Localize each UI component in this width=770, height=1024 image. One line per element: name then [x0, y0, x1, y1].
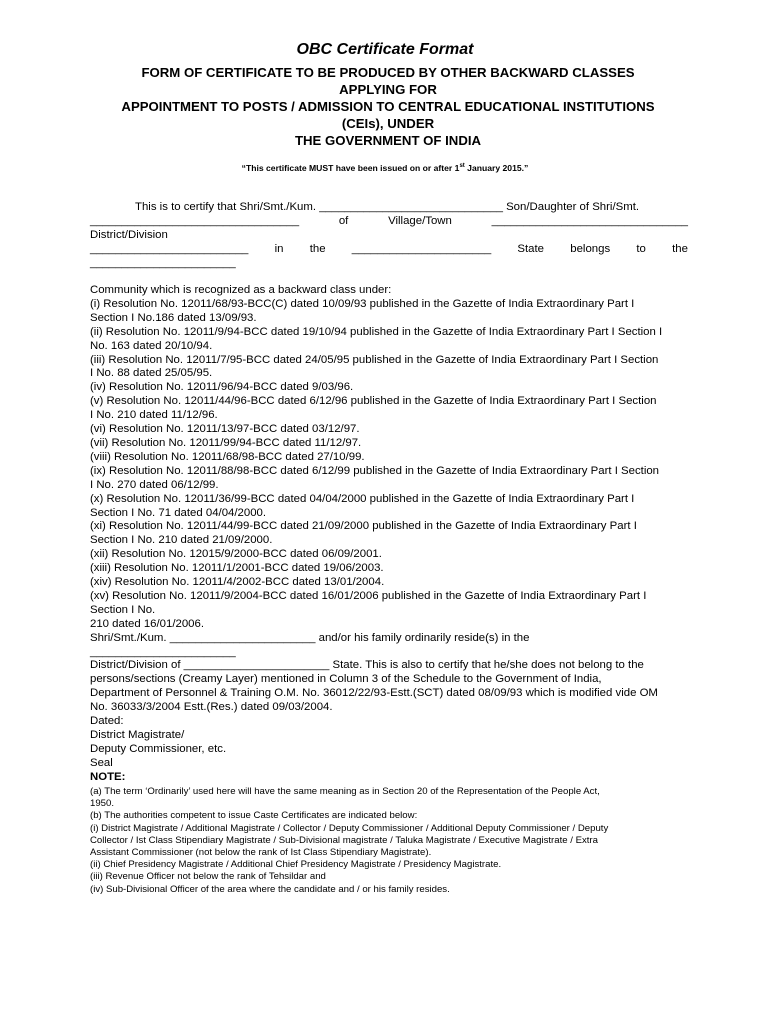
heading-line: (CEIs), UNDER: [341, 116, 435, 131]
heading-line: APPOINTMENT TO POSTS / ADMISSION TO CENTRAL EDUCATIONAL INSTITUTIONS: [121, 99, 655, 114]
note-line: (ii) Chief Presidency Magistrate / Additional Chief Presidency Magistrate / Presidency Magistrate.: [90, 859, 502, 871]
body-line: 210 dated 16/01/2006.: [90, 617, 205, 630]
certify-line-4: [90, 242, 688, 256]
note-line: Collector / Ist Class Stipendiary Magistrate / Sub-Divisional magistrate / Taluka Magistrate / Executive Magistrate / Extra: [90, 834, 598, 846]
heading-line: FORM OF CERTIFICATE TO BE PRODUCED BY OTHER BACKWARD CLASSES: [141, 65, 635, 80]
body-line: (iv) Resolution No. 12011/96/94-BCC dated 9/03/96.: [90, 381, 354, 394]
certify-line-1: This is to certify that Shri/Smt./Kum. _____________________________ Son/Daughter of Shri/Smt.: [135, 201, 640, 213]
to-label: to: [636, 243, 646, 255]
body-line: persons/sections (Creamy Layer) mentioned in Column 3 of the Schedule to the Government of India,: [90, 673, 602, 686]
body-line: (xii) Resolution No. 12015/9/2000-BCC dated 06/09/2001.: [90, 548, 382, 561]
community-blank: _______________________: [90, 257, 236, 269]
the-label-2: the: [672, 243, 688, 255]
issue-note-superscript: st: [459, 163, 465, 169]
certify-paragraph: [90, 200, 688, 270]
body-line: (i) Resolution No. 12011/68/93-BCC(C) dated 10/09/93 published in the Gazette of India Extraordinary Part I: [90, 297, 635, 310]
body-line: Section I No.186 dated 13/09/93.: [90, 311, 257, 324]
state-label: State: [517, 243, 545, 255]
body-line: Department of Personnel & Training O.M. No. 36012/22/93-Estt.(SCT) dated 08/09/93 which is modified vide OM: [90, 687, 658, 700]
in-label: in: [274, 243, 284, 255]
note-line: Assistant Commissioner (not below the rank of Ist Class Stipendiary Magistrate).: [90, 847, 432, 859]
note-line: (iv) Sub-Divisional Officer of the area where the candidate and / or his family resides.: [90, 883, 450, 895]
body-line: (x) Resolution No. 12011/36/99-BCC dated 04/04/2000 published in the Gazette of India Extraordinary Part I: [90, 492, 635, 505]
body-line: I No. 210 dated 11/12/96.: [90, 409, 218, 422]
body-line: Section I No. 71 dated 04/04/2000.: [90, 506, 267, 519]
form-heading: [60, 64, 716, 149]
state-blank: ______________________: [351, 243, 492, 255]
the-label: the: [309, 243, 326, 255]
belongs-label: belongs: [570, 243, 611, 255]
body-line: I No. 270 dated 06/12/99.: [90, 478, 219, 491]
body-line: (v) Resolution No. 12011/44/96-BCC dated 6/12/96 published in the Gazette of India Extraordinary Part I Section: [90, 395, 657, 408]
note-line: (i) District Magistrate / Additional Magistrate / Collector / Deputy Commissioner / Additional Deputy Commissioner / Deputy: [90, 822, 609, 834]
issue-date-note: [0, 160, 770, 174]
body-line: (xiv) Resolution No. 12011/4/2002-BCC dated 13/01/2004.: [90, 576, 385, 589]
body-line: Section I No.: [90, 603, 156, 616]
body-line: (viii) Resolution No. 12011/68/98-BCC dated 27/10/99.: [90, 450, 365, 463]
issue-note-prefix: “This certificate MUST have been issued on or after 1: [241, 162, 460, 173]
body-line: District Magistrate/: [90, 729, 185, 741]
body-line: Community which is recognized as a backward class under:: [90, 284, 392, 296]
resolutions-body: [90, 284, 690, 785]
note-title: NOTE:: [90, 770, 126, 783]
note-line: (a) The term ‘Ordinarily’ used here will have the same meaning as in Section 20 of the Representation of the People Act,: [90, 786, 600, 797]
body-line: Dated:: [90, 715, 124, 728]
body-line: I No. 88 dated 25/05/95.: [90, 367, 213, 380]
body-line: (vi) Resolution No. 12011/13/97-BCC dated 03/12/97.: [90, 423, 360, 436]
issue-note-suffix: January 2015.”: [464, 162, 529, 173]
body-line: (xiii) Resolution No. 12011/1/2001-BCC dated 19/06/2003.: [90, 562, 384, 575]
body-line: Deputy Commissioner, etc.: [90, 742, 227, 755]
district-blank: _________________________: [90, 243, 249, 255]
body-line: District/Division of _______________________ State. This is also to certify that he/she does not belong to the: [90, 659, 644, 672]
body-line: (vii) Resolution No. 12011/99/94-BCC dated 11/12/97.: [90, 436, 362, 449]
body-line: Shri/Smt./Kum. _______________________ and/or his family ordinarily reside(s) in the: [90, 631, 530, 644]
note-line: (b) The authorities competent to issue Caste Certificates are indicated below:: [90, 810, 418, 822]
body-line: (xv) Resolution No. 12011/9/2004-BCC dated 16/01/2006 published in the Gazette of India Extraordinary Part I: [90, 589, 647, 602]
body-line: No. 36033/3/2004 Estt.(Res.) dated 09/03/2004.: [90, 701, 333, 714]
body-line: (xi) Resolution No. 12011/44/99-BCC dated 21/09/2000 published in the Gazette of India Extraordinary Part I: [90, 520, 637, 533]
body-line: Seal: [90, 756, 113, 769]
document-title: OBC Certificate Format: [296, 41, 474, 58]
note-section: [90, 786, 690, 896]
body-line: No. 163 dated 20/10/94.: [90, 339, 213, 352]
body-line: (ii) Resolution No. 12011/9/94-BCC dated 19/10/94 published in the Gazette of India Extraordinary Part I Section I: [90, 325, 663, 338]
name-blank: _________________________________: [90, 215, 300, 227]
note-line: (iii) Revenue Officer not below the rank of Tehsildar and: [90, 871, 326, 883]
village-label: Village/Town: [388, 215, 452, 227]
of-label: of: [338, 215, 349, 227]
note-line: 1950.: [90, 798, 115, 810]
body-line: (iii) Resolution No. 12011/7/95-BCC dated 24/05/95 published in the Gazette of India Extraordinary Part I Section: [90, 353, 659, 366]
heading-line: APPLYING FOR: [339, 82, 437, 97]
heading-line: THE GOVERNMENT OF INDIA: [294, 133, 482, 148]
certify-line-2: [90, 214, 688, 228]
body-line: Section I No. 210 dated 21/09/2000.: [90, 534, 273, 547]
village-blank: _______________________________: [491, 215, 688, 227]
body-line: _______________________: [90, 645, 236, 658]
certify-line-3: District/Division: [90, 229, 168, 241]
body-line: (ix) Resolution No. 12011/88/98-BCC dated 6/12/99 published in the Gazette of India Extraordinary Part I Section: [90, 464, 660, 477]
